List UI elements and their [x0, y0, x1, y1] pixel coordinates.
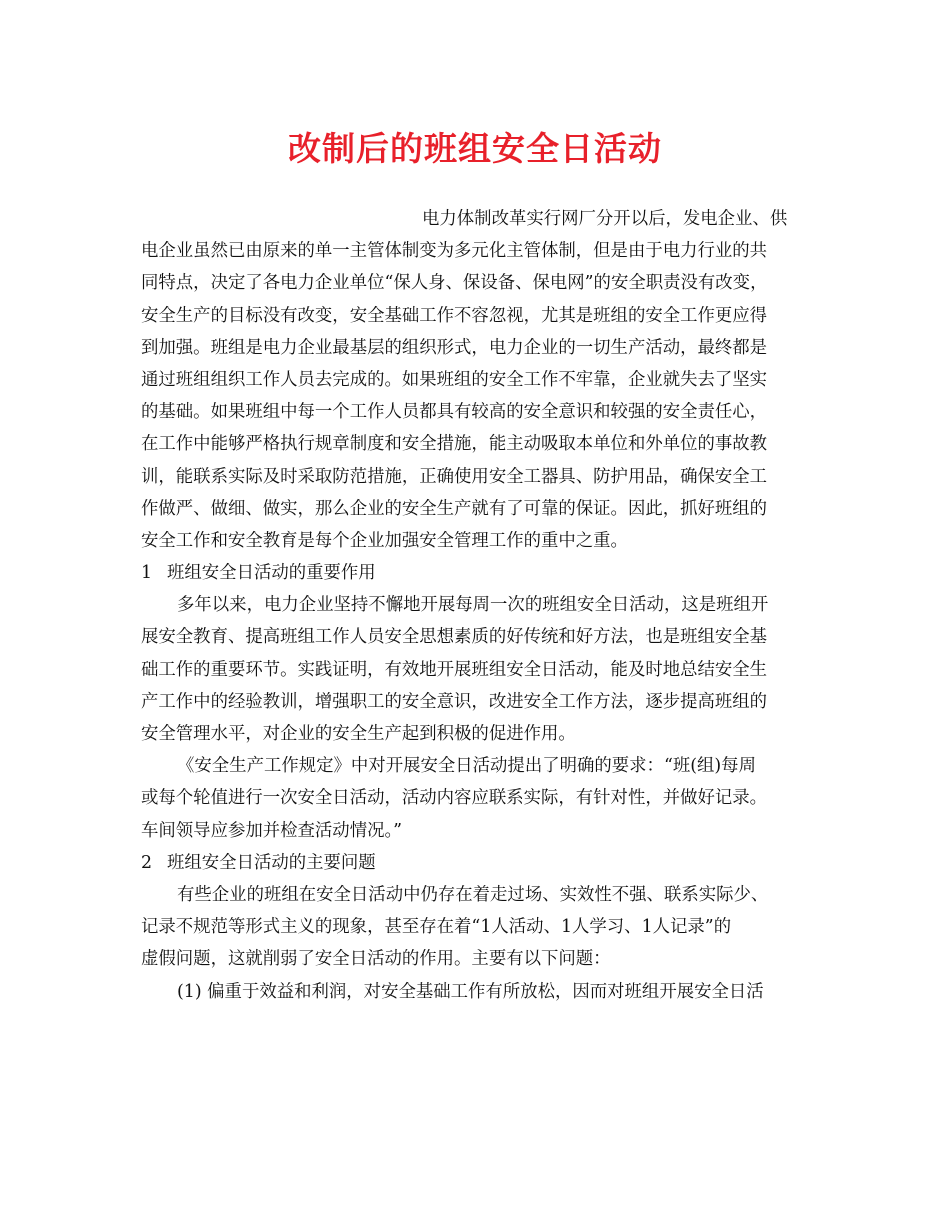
paragraph-line: 《安全生产工作规定》中对开展安全日活动提出了明确的要求：“班(组)每周 [177, 756, 756, 777]
paragraph-line: 或每个轮值进行一次安全日活动，活动内容应联系实际，有针对性，并做好记录。 [141, 788, 768, 809]
paragraph-line: 有些企业的班组在安全日活动中仍存在着走过场、实效性不强、联系实际少、 [177, 884, 769, 905]
section-heading-text: 班组安全日活动的主要问题 [167, 852, 376, 873]
section-heading-text: 班组安全日活动的重要作用 [167, 563, 376, 584]
paragraph-line: 记录不规范等形式主义的现象，甚至存在着“1人活动、1人学习、1人记录”的 [141, 917, 732, 938]
intro-line: 同特点，决定了各电力企业单位“保人身、保设备、保电网”的安全职责没有改变， [141, 273, 768, 294]
paragraph-line: 础工作的重要环节。实践证明，有效地开展班组安全日活动，能及时地总结安全生 [141, 659, 768, 680]
section-number: 1 [141, 563, 153, 584]
intro-line: 的基础。如果班组中每一个工作人员都具有较高的安全意识和较强的安全责任心， [141, 402, 768, 423]
intro-line: 到加强。班组是电力企业最基层的组织形式，电力企业的一切生产活动，最终都是 [141, 337, 768, 358]
document-body [141, 203, 821, 1008]
paragraph-line: 车间领导应参加并检查活动情况。” [141, 820, 403, 841]
intro-line: 在工作中能够严格执行规章制度和安全措施，能主动吸取本单位和外单位的事故教 [141, 434, 768, 455]
paragraph-line: 安全管理水平，对企业的安全生产起到积极的促进作用。 [141, 724, 576, 744]
section-heading [141, 557, 821, 589]
intro-line: 通过班组组织工作人员去完成的。如果班组的安全工作不牢靠，企业就失去了坚实 [141, 369, 768, 390]
list-item-line: (1) 偏重于效益和利润，对安全基础工作有所放松，因而对班组开展安全日活 [177, 981, 764, 1002]
intro-line: 作做严、做细、做实，那么企业的安全生产就有了可靠的保证。因此，抓好班组的 [141, 498, 768, 519]
section-heading [141, 847, 821, 879]
paragraph-line: 虚假问题，这就削弱了安全日活动的作用。主要有以下问题： [141, 949, 611, 970]
intro-line: 电企业虽然已由原来的单一主管体制变为多元化主管体制，但是由于电力行业的共 [141, 241, 768, 262]
intro-line: 安全工作和安全教育是每个企业加强安全管理工作的重中之重。 [141, 530, 628, 551]
paragraph-line: 多年以来，电力企业坚持不懈地开展每周一次的班组安全日活动，这是班组开 [177, 595, 769, 616]
document-title: 改制后的班组安全日活动 [288, 129, 662, 168]
intro-line: 电力体制改革实行网厂分开以后，发电企业、供 [422, 209, 788, 229]
intro-line: 安全生产的目标没有改变，安全基础工作不容忽视，尤其是班组的安全工作更应得 [141, 305, 768, 326]
paragraph-line: 产工作中的经验教训，增强职工的安全意识，改进安全工作方法，逐步提高班组的 [141, 691, 768, 712]
intro-line: 训，能联系实际及时采取防范措施，正确使用安全工器具、防护用品，确保安全工 [141, 466, 768, 487]
paragraph-line: 展安全教育、提高班组工作人员安全思想素质的好传统和好方法，也是班组安全基 [141, 627, 768, 648]
section-number: 2 [141, 852, 153, 873]
